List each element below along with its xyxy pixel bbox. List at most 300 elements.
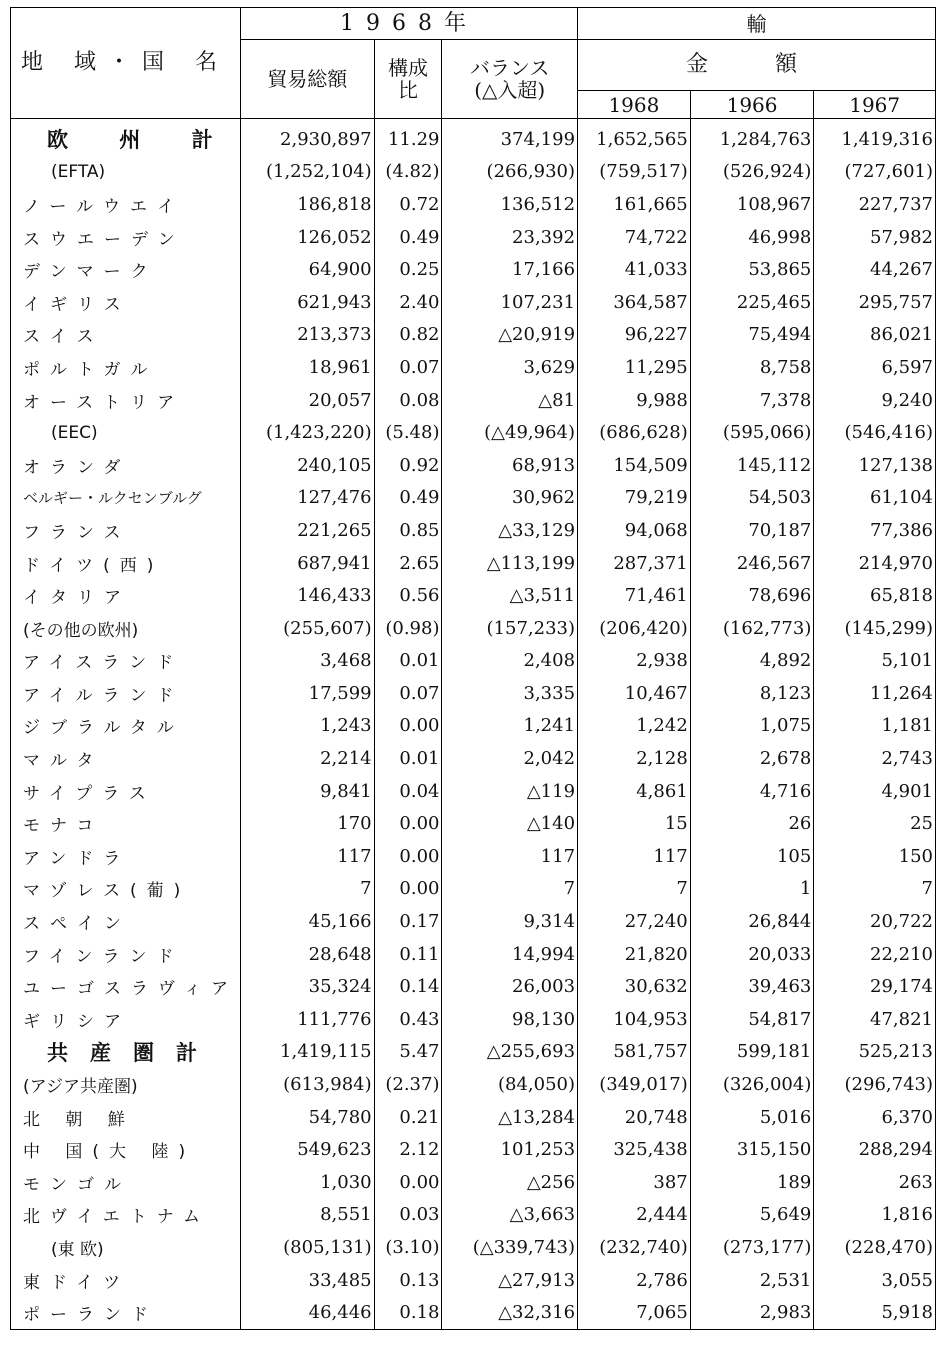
- row-label: (EEC): [11, 416, 241, 449]
- row-label: オーストリア: [11, 384, 241, 417]
- cell-total: 1,419,115: [240, 1036, 374, 1069]
- cell-balance: △255,693: [442, 1036, 578, 1069]
- cell-ratio: 2.65: [374, 547, 442, 580]
- cell-balance: 107,231: [442, 286, 578, 319]
- cell-v1966: 1: [690, 873, 814, 906]
- cell-v1968: 7: [578, 873, 691, 906]
- cell-balance: 7: [442, 873, 578, 906]
- cell-v1966: (595,066): [690, 416, 814, 449]
- balance-header-line2: (△入超): [474, 78, 546, 102]
- ratio-header-line2: 比: [398, 78, 419, 102]
- cell-v1967: 295,757: [814, 286, 936, 319]
- cell-v1968: 2,128: [578, 742, 691, 775]
- cell-balance: △119: [442, 775, 578, 808]
- cell-total: 213,373: [240, 319, 374, 352]
- cell-v1966: 108,967: [690, 188, 814, 221]
- row-label: ベルギー・ルクセンブルグ: [11, 482, 241, 515]
- cell-balance: △256: [442, 1166, 578, 1199]
- cell-total: 64,900: [240, 253, 374, 286]
- cell-v1966: 2,531: [690, 1264, 814, 1297]
- cell-balance: 14,994: [442, 938, 578, 971]
- cell-balance: 3,629: [442, 351, 578, 384]
- row-label: マゾレス(葡): [11, 873, 241, 906]
- cell-v1967: (546,416): [814, 416, 936, 449]
- cell-v1967: 525,213: [814, 1036, 936, 1069]
- cell-v1968: 41,033: [578, 253, 691, 286]
- cell-v1968: 71,461: [578, 579, 691, 612]
- cell-v1967: 5,101: [814, 645, 936, 678]
- cell-v1967: 77,386: [814, 514, 936, 547]
- cell-ratio: 0.17: [374, 905, 442, 938]
- cell-total: 111,776: [240, 1003, 374, 1036]
- cell-balance: 136,512: [442, 188, 578, 221]
- cell-total: (1,423,220): [240, 416, 374, 449]
- table-row: [11, 547, 936, 580]
- cell-balance: △113,199: [442, 547, 578, 580]
- cell-v1968: 27,240: [578, 905, 691, 938]
- cell-balance: 3,335: [442, 677, 578, 710]
- table-header: [11, 8, 936, 119]
- cell-balance: △3,511: [442, 579, 578, 612]
- row-label: ポーランド: [11, 1296, 241, 1329]
- cell-v1967: 11,264: [814, 677, 936, 710]
- cell-v1967: 22,210: [814, 938, 936, 971]
- row-label: スペイン: [11, 905, 241, 938]
- row-label: 共産圏計: [11, 1036, 241, 1069]
- table-row: [11, 1166, 936, 1199]
- row-label: アンドラ: [11, 840, 241, 873]
- trade-table: [10, 7, 936, 1330]
- cell-ratio: 0.07: [374, 351, 442, 384]
- cell-balance: △81: [442, 384, 578, 417]
- row-label: スウエーデン: [11, 221, 241, 254]
- cell-v1966: 1,284,763: [690, 119, 814, 156]
- cell-v1967: 86,021: [814, 319, 936, 352]
- row-label: フランス: [11, 514, 241, 547]
- cell-total: 687,941: [240, 547, 374, 580]
- cell-v1966: 189: [690, 1166, 814, 1199]
- cell-ratio: 0.49: [374, 482, 442, 515]
- cell-ratio: 2.40: [374, 286, 442, 319]
- cell-v1967: 20,722: [814, 905, 936, 938]
- cell-v1966: 46,998: [690, 221, 814, 254]
- cell-v1968: 325,438: [578, 1133, 691, 1166]
- cell-ratio: (0.98): [374, 612, 442, 645]
- cell-ratio: 0.08: [374, 384, 442, 417]
- cell-ratio: 0.00: [374, 1166, 442, 1199]
- cell-total: 1,030: [240, 1166, 374, 1199]
- cell-v1967: 6,370: [814, 1101, 936, 1134]
- cell-balance: △3,663: [442, 1199, 578, 1232]
- row-label: モナコ: [11, 807, 241, 840]
- table-row: [11, 807, 936, 840]
- cell-v1966: 599,181: [690, 1036, 814, 1069]
- table-row: [11, 1231, 936, 1264]
- row-label: マルタ: [11, 742, 241, 775]
- cell-total: 17,599: [240, 677, 374, 710]
- row-label: モンゴル: [11, 1166, 241, 1199]
- year-1968-col-header: 1968: [578, 91, 691, 119]
- cell-balance: 2,408: [442, 645, 578, 678]
- section-header: 輸: [578, 8, 936, 40]
- cell-ratio: 0.00: [374, 807, 442, 840]
- cell-v1967: 263: [814, 1166, 936, 1199]
- cell-v1968: 4,861: [578, 775, 691, 808]
- row-label: 中 国(大 陸): [11, 1133, 241, 1166]
- cell-v1966: 225,465: [690, 286, 814, 319]
- cell-v1967: (228,470): [814, 1231, 936, 1264]
- cell-total: (255,607): [240, 612, 374, 645]
- cell-v1968: 96,227: [578, 319, 691, 352]
- row-label: アイスランド: [11, 645, 241, 678]
- table-row: [11, 677, 936, 710]
- cell-balance: 1,241: [442, 710, 578, 743]
- cell-ratio: 0.07: [374, 677, 442, 710]
- cell-total: 127,476: [240, 482, 374, 515]
- cell-v1966: 1,075: [690, 710, 814, 743]
- cell-balance: 17,166: [442, 253, 578, 286]
- cell-v1967: (145,299): [814, 612, 936, 645]
- cell-v1967: 227,737: [814, 188, 936, 221]
- cell-v1968: 2,938: [578, 645, 691, 678]
- cell-v1968: 94,068: [578, 514, 691, 547]
- table-row: [11, 156, 936, 189]
- cell-total: 170: [240, 807, 374, 840]
- cell-balance: 2,042: [442, 742, 578, 775]
- cell-v1968: 1,242: [578, 710, 691, 743]
- table-row: [11, 1068, 936, 1101]
- cell-ratio: 0.82: [374, 319, 442, 352]
- cell-v1968: 581,757: [578, 1036, 691, 1069]
- row-label: ノールウエイ: [11, 188, 241, 221]
- table-row: [11, 775, 936, 808]
- cell-total: 117: [240, 840, 374, 873]
- cell-balance: 117: [442, 840, 578, 873]
- row-label: (アジア共産圏): [11, 1068, 241, 1101]
- cell-v1966: 2,678: [690, 742, 814, 775]
- table-row: [11, 188, 936, 221]
- table-row: [11, 873, 936, 906]
- table-row: [11, 710, 936, 743]
- table-row: [11, 482, 936, 515]
- cell-balance: (△49,964): [442, 416, 578, 449]
- cell-ratio: 0.14: [374, 970, 442, 1003]
- cell-ratio: 2.12: [374, 1133, 442, 1166]
- table-row: [11, 1003, 936, 1036]
- cell-ratio: 0.85: [374, 514, 442, 547]
- year-1966-col-header: 1966: [690, 91, 814, 119]
- cell-total: 2,214: [240, 742, 374, 775]
- cell-v1966: 4,716: [690, 775, 814, 808]
- row-label: アイルランド: [11, 677, 241, 710]
- ratio-header-line1: 構成: [388, 56, 429, 80]
- cell-v1968: 287,371: [578, 547, 691, 580]
- cell-v1968: 79,219: [578, 482, 691, 515]
- cell-ratio: 0.21: [374, 1101, 442, 1134]
- cell-balance: 30,962: [442, 482, 578, 515]
- cell-v1966: 246,567: [690, 547, 814, 580]
- cell-v1966: (326,004): [690, 1068, 814, 1101]
- row-label: (その他の欧州): [11, 612, 241, 645]
- cell-ratio: 0.04: [374, 775, 442, 808]
- cell-v1968: 154,509: [578, 449, 691, 482]
- cell-v1967: 1,181: [814, 710, 936, 743]
- cell-v1967: 1,816: [814, 1199, 936, 1232]
- cell-balance: 26,003: [442, 970, 578, 1003]
- cell-v1966: 8,123: [690, 677, 814, 710]
- cell-balance: (84,050): [442, 1068, 578, 1101]
- cell-v1967: 25: [814, 807, 936, 840]
- table-row: [11, 1101, 936, 1134]
- cell-total: 35,324: [240, 970, 374, 1003]
- cell-v1966: (273,177): [690, 1231, 814, 1264]
- cell-v1967: 9,240: [814, 384, 936, 417]
- cell-v1967: 127,138: [814, 449, 936, 482]
- row-label: フインランド: [11, 938, 241, 971]
- row-label: デンマーク: [11, 253, 241, 286]
- cell-ratio: 11.29: [374, 119, 442, 156]
- cell-v1966: 145,112: [690, 449, 814, 482]
- cell-total: 146,433: [240, 579, 374, 612]
- cell-v1966: (526,924): [690, 156, 814, 189]
- cell-v1966: 4,892: [690, 645, 814, 678]
- table-row: [11, 253, 936, 286]
- cell-v1968: 2,444: [578, 1199, 691, 1232]
- cell-balance: (△339,743): [442, 1231, 578, 1264]
- cell-total: 2,930,897: [240, 119, 374, 156]
- cell-v1967: 61,104: [814, 482, 936, 515]
- cell-v1968: 161,665: [578, 188, 691, 221]
- table-row: [11, 449, 936, 482]
- cell-v1966: 8,758: [690, 351, 814, 384]
- year-1968-header: 1968年: [240, 8, 577, 40]
- total-trade-header: 貿易総額: [240, 40, 374, 119]
- cell-v1966: 20,033: [690, 938, 814, 971]
- cell-ratio: 5.47: [374, 1036, 442, 1069]
- cell-ratio: 0.43: [374, 1003, 442, 1036]
- row-label: ユーゴスラヴィア: [11, 970, 241, 1003]
- cell-v1968: 364,587: [578, 286, 691, 319]
- cell-v1966: 54,817: [690, 1003, 814, 1036]
- cell-v1968: 117: [578, 840, 691, 873]
- cell-v1967: 65,818: [814, 579, 936, 612]
- table-row: [11, 645, 936, 678]
- cell-total: 8,551: [240, 1199, 374, 1232]
- cell-v1967: 150: [814, 840, 936, 873]
- region-column-header: 地 域・国 名: [11, 8, 241, 119]
- cell-v1966: 105: [690, 840, 814, 873]
- cell-total: 221,265: [240, 514, 374, 547]
- table-row: [11, 938, 936, 971]
- table-row: [11, 1296, 936, 1329]
- table-row: [11, 905, 936, 938]
- cell-ratio: (4.82): [374, 156, 442, 189]
- cell-v1968: 1,652,565: [578, 119, 691, 156]
- cell-v1967: 57,982: [814, 221, 936, 254]
- table-row: [11, 1264, 936, 1297]
- cell-total: 54,780: [240, 1101, 374, 1134]
- cell-ratio: 0.00: [374, 840, 442, 873]
- cell-v1968: 104,953: [578, 1003, 691, 1036]
- cell-balance: 101,253: [442, 1133, 578, 1166]
- cell-total: 28,648: [240, 938, 374, 971]
- cell-balance: 9,314: [442, 905, 578, 938]
- row-label: サイプラス: [11, 775, 241, 808]
- cell-v1968: 30,632: [578, 970, 691, 1003]
- cell-balance: △140: [442, 807, 578, 840]
- cell-v1968: (759,517): [578, 156, 691, 189]
- cell-v1966: (162,773): [690, 612, 814, 645]
- cell-v1968: (232,740): [578, 1231, 691, 1264]
- cell-v1967: 47,821: [814, 1003, 936, 1036]
- cell-balance: 98,130: [442, 1003, 578, 1036]
- amount-header: 金 額: [578, 40, 936, 91]
- row-label: スイス: [11, 319, 241, 352]
- cell-total: 621,943: [240, 286, 374, 319]
- cell-total: 240,105: [240, 449, 374, 482]
- cell-v1966: 26,844: [690, 905, 814, 938]
- table-row: [11, 514, 936, 547]
- cell-total: 126,052: [240, 221, 374, 254]
- table-row: [11, 221, 936, 254]
- cell-total: 186,818: [240, 188, 374, 221]
- cell-ratio: 0.25: [374, 253, 442, 286]
- row-label: 北 朝 鮮: [11, 1101, 241, 1134]
- cell-total: 1,243: [240, 710, 374, 743]
- ratio-header: [374, 40, 442, 119]
- cell-v1966: 5,649: [690, 1199, 814, 1232]
- table-row: [11, 119, 936, 156]
- cell-v1967: 2,743: [814, 742, 936, 775]
- table-row: [11, 742, 936, 775]
- cell-v1967: 1,419,316: [814, 119, 936, 156]
- cell-balance: △32,316: [442, 1296, 578, 1329]
- cell-v1967: 44,267: [814, 253, 936, 286]
- table-row: [11, 351, 936, 384]
- cell-ratio: 0.03: [374, 1199, 442, 1232]
- cell-total: 9,841: [240, 775, 374, 808]
- row-label: 北ヴイエトナム: [11, 1199, 241, 1232]
- cell-v1968: (349,017): [578, 1068, 691, 1101]
- cell-v1967: 7: [814, 873, 936, 906]
- cell-v1967: 29,174: [814, 970, 936, 1003]
- cell-balance: △13,284: [442, 1101, 578, 1134]
- table-row: [11, 579, 936, 612]
- cell-balance: 374,199: [442, 119, 578, 156]
- cell-v1968: 387: [578, 1166, 691, 1199]
- table-row: [11, 970, 936, 1003]
- row-label: (EFTA): [11, 156, 241, 189]
- cell-total: (1,252,104): [240, 156, 374, 189]
- cell-ratio: 0.18: [374, 1296, 442, 1329]
- cell-ratio: 0.56: [374, 579, 442, 612]
- row-label: イタリア: [11, 579, 241, 612]
- cell-v1968: 15: [578, 807, 691, 840]
- row-label: ジブラルタル: [11, 710, 241, 743]
- cell-v1966: 75,494: [690, 319, 814, 352]
- cell-v1966: 39,463: [690, 970, 814, 1003]
- cell-v1966: 7,378: [690, 384, 814, 417]
- year-1967-col-header: 1967: [814, 91, 936, 119]
- cell-balance: (266,930): [442, 156, 578, 189]
- cell-total: (613,984): [240, 1068, 374, 1101]
- cell-ratio: 0.92: [374, 449, 442, 482]
- table-row: [11, 1036, 936, 1069]
- cell-ratio: 0.01: [374, 742, 442, 775]
- table-row: [11, 1133, 936, 1166]
- cell-ratio: (2.37): [374, 1068, 442, 1101]
- cell-total: 33,485: [240, 1264, 374, 1297]
- cell-v1967: 5,918: [814, 1296, 936, 1329]
- cell-balance: 23,392: [442, 221, 578, 254]
- cell-v1968: 11,295: [578, 351, 691, 384]
- cell-balance: △20,919: [442, 319, 578, 352]
- table-row: [11, 416, 936, 449]
- cell-v1966: 78,696: [690, 579, 814, 612]
- table-row: [11, 612, 936, 645]
- table-row: [11, 1199, 936, 1232]
- cell-v1968: 2,786: [578, 1264, 691, 1297]
- cell-v1967: 4,901: [814, 775, 936, 808]
- row-label: 欧 州 計: [11, 119, 241, 156]
- cell-total: 45,166: [240, 905, 374, 938]
- cell-total: (805,131): [240, 1231, 374, 1264]
- cell-v1967: 288,294: [814, 1133, 936, 1166]
- cell-v1968: (206,420): [578, 612, 691, 645]
- table-body: [11, 119, 936, 1330]
- row-label: イギリス: [11, 286, 241, 319]
- cell-total: 46,446: [240, 1296, 374, 1329]
- table-row: [11, 319, 936, 352]
- cell-v1967: 6,597: [814, 351, 936, 384]
- row-label: ギリシア: [11, 1003, 241, 1036]
- row-label: ドイツ(西): [11, 547, 241, 580]
- cell-v1966: 70,187: [690, 514, 814, 547]
- cell-balance: △27,913: [442, 1264, 578, 1297]
- cell-v1968: 10,467: [578, 677, 691, 710]
- cell-ratio: (3.10): [374, 1231, 442, 1264]
- cell-v1968: 7,065: [578, 1296, 691, 1329]
- cell-balance: 68,913: [442, 449, 578, 482]
- cell-balance: (157,233): [442, 612, 578, 645]
- cell-v1967: 214,970: [814, 547, 936, 580]
- row-label: 東ドイツ: [11, 1264, 241, 1297]
- table-row: [11, 384, 936, 417]
- cell-total: 18,961: [240, 351, 374, 384]
- cell-balance: △33,129: [442, 514, 578, 547]
- cell-ratio: 0.72: [374, 188, 442, 221]
- cell-ratio: (5.48): [374, 416, 442, 449]
- cell-total: 549,623: [240, 1133, 374, 1166]
- cell-v1966: 315,150: [690, 1133, 814, 1166]
- cell-v1966: 53,865: [690, 253, 814, 286]
- cell-v1968: 74,722: [578, 221, 691, 254]
- cell-v1966: 5,016: [690, 1101, 814, 1134]
- cell-v1967: 3,055: [814, 1264, 936, 1297]
- cell-v1968: 9,988: [578, 384, 691, 417]
- cell-v1968: (686,628): [578, 416, 691, 449]
- cell-v1966: 26: [690, 807, 814, 840]
- cell-v1967: (727,601): [814, 156, 936, 189]
- cell-ratio: 0.00: [374, 873, 442, 906]
- cell-ratio: 0.11: [374, 938, 442, 971]
- cell-ratio: 0.00: [374, 710, 442, 743]
- cell-ratio: 0.49: [374, 221, 442, 254]
- cell-v1967: (296,743): [814, 1068, 936, 1101]
- cell-total: 20,057: [240, 384, 374, 417]
- cell-v1966: 54,503: [690, 482, 814, 515]
- cell-ratio: 0.01: [374, 645, 442, 678]
